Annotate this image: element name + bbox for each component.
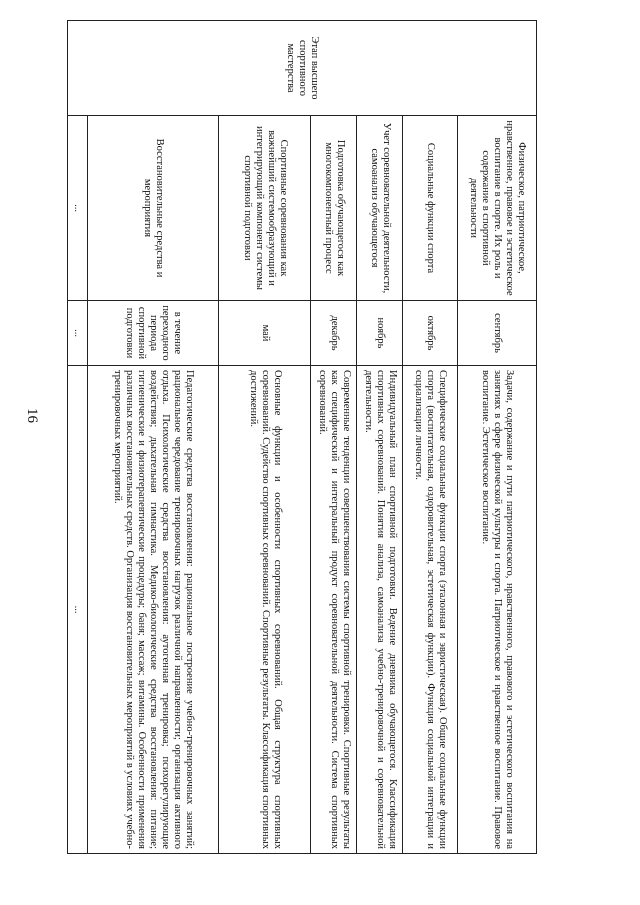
- table-row: [403, 21, 458, 854]
- content-cell: Задачи, содержание и пути патриотического, нравственного, правового и эстетического воспитания на занятиях в сфере физической культуры и спорта. Патриотическое и нравственное воспитание. Правовое воспитание. Эстетическое воспитание.: [458, 366, 537, 854]
- content-cell: Современные тенденции совершенствования системы спортивной тренировки. Спортивные результаты как специфический и интегральный продукт соревновательной деятельности. Система спортивных соревнований.: [311, 366, 357, 854]
- page-number: 16: [24, 408, 40, 423]
- period-cell: ...: [68, 301, 88, 366]
- topic-cell: Подготовка обучающегося как многокомпонентный процесс: [311, 116, 357, 301]
- topic-cell: Восстановительные средства и мероприятия: [87, 116, 218, 301]
- period-cell: ноябрь: [357, 301, 403, 366]
- table-row: [458, 21, 537, 854]
- period-cell: май: [219, 301, 311, 366]
- table-row: [68, 21, 88, 854]
- rotated-table-wrapper: [67, 20, 537, 853]
- topic-cell: Социальные функции спорта: [403, 116, 458, 301]
- content-cell: ...: [68, 366, 88, 854]
- content-cell: Индивидуальный план спортивной подготовки. Ведение дневника обучающегося. Классификация спортивных соревнований. Понятия анализа, самоанализа учебно-тренировочной и соревновательной деятельности.: [357, 366, 403, 854]
- topic-cell: Физическое, патриотическое, нравственное, правовое и эстетическое воспитание в спорте. Их роль и содержание в спортивной деятельности: [458, 116, 537, 301]
- topic-cell: Учет соревновательной деятельности, самоанализ обучающегося: [357, 116, 403, 301]
- content-cell: Специфические социальные функции спорта (эталонная и эвристическая). Общие социальные функции спорта (воспитательная, оздоровительная, эстетическая функции). Функция социальной интеграции и социализации личности.: [403, 366, 458, 854]
- table-row: [357, 21, 403, 854]
- period-cell: октябрь: [403, 301, 458, 366]
- period-cell: в течение переходного периода спортивной подготовки: [87, 301, 218, 366]
- topic-cell: ...: [68, 116, 88, 301]
- content-cell: Педагогические средства восстановления: рациональное построение учебно-тренировочных занятий; рациональное чередование тренировочных нагрузок различной направленности; организация активного отдыха. Психологические средства восстановления: аутогенная тренировка; психорегулирующие воздействия; дыхательная гимнастика. Медико-биологические средства восстановления: питание; гигиенические и физиотерапевтические процедуры; баня; массаж; витамины. Особенности применения различных восстановительных средств. Организация восстановительных мероприятий в условиях учебно-тренировочных мероприятий.: [87, 366, 218, 854]
- period-cell: декабрь: [311, 301, 357, 366]
- table-row: [87, 21, 218, 854]
- content-cell: Основные функции и особенности спортивных соревнований. Общая структура спортивных соревнований. Судейство спортивных соревнований. Спортивные результаты. Классификация спортивных достижений.: [219, 366, 311, 854]
- table-row: [311, 21, 357, 854]
- topic-cell: Спортивные соревнования как важнейший системообразующий и интегрирующий компонент системы спортивной подготовки: [219, 116, 311, 301]
- table-row: [219, 21, 311, 854]
- curriculum-table: [67, 20, 537, 854]
- stage-cell: Этап высшего спортивного мастерства: [68, 21, 537, 116]
- period-cell: сентябрь: [458, 301, 537, 366]
